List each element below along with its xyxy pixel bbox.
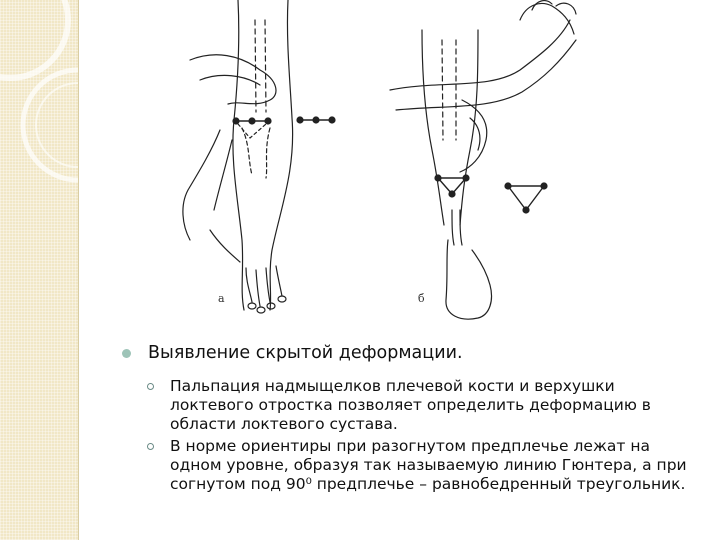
strip-divider [78, 0, 79, 540]
figure-b-label: б [418, 292, 425, 305]
bullet-ring-icon [147, 443, 154, 450]
sub-bullet [122, 377, 692, 434]
sub-bullet-text: Пальпация надмыщелков плечевой кости и верхушки локтевого отростка позволяет определить деформацию в области локтевого сустава. [170, 377, 651, 433]
bullet-ring-icon [147, 383, 154, 390]
figure-a-label: а [218, 292, 225, 305]
decorative-circles [0, 0, 78, 540]
main-bullet-text: Выявление скрытой деформации. [148, 343, 463, 363]
hunter-line-schematic [297, 117, 335, 123]
figure-b-arm [390, 1, 576, 319]
sub-bullet [122, 437, 692, 494]
slide-content [122, 335, 692, 497]
sub-bullet-list [122, 377, 692, 494]
sub-bullet-text: В норме ориентиры при разогнутом предплечье лежат на одном уровне, образуя так называемую линию Гюнтера, а при согнутом под 90⁰ предплечье – равнобедренный треугольник. [170, 437, 687, 493]
elbow-palpation-illustration [160, 0, 580, 330]
main-bullet [122, 341, 692, 365]
bullet-dot-icon [122, 349, 131, 358]
decorative-strip [0, 0, 78, 540]
triangle-schematic [505, 183, 547, 213]
figure-a-arm [183, 0, 293, 313]
